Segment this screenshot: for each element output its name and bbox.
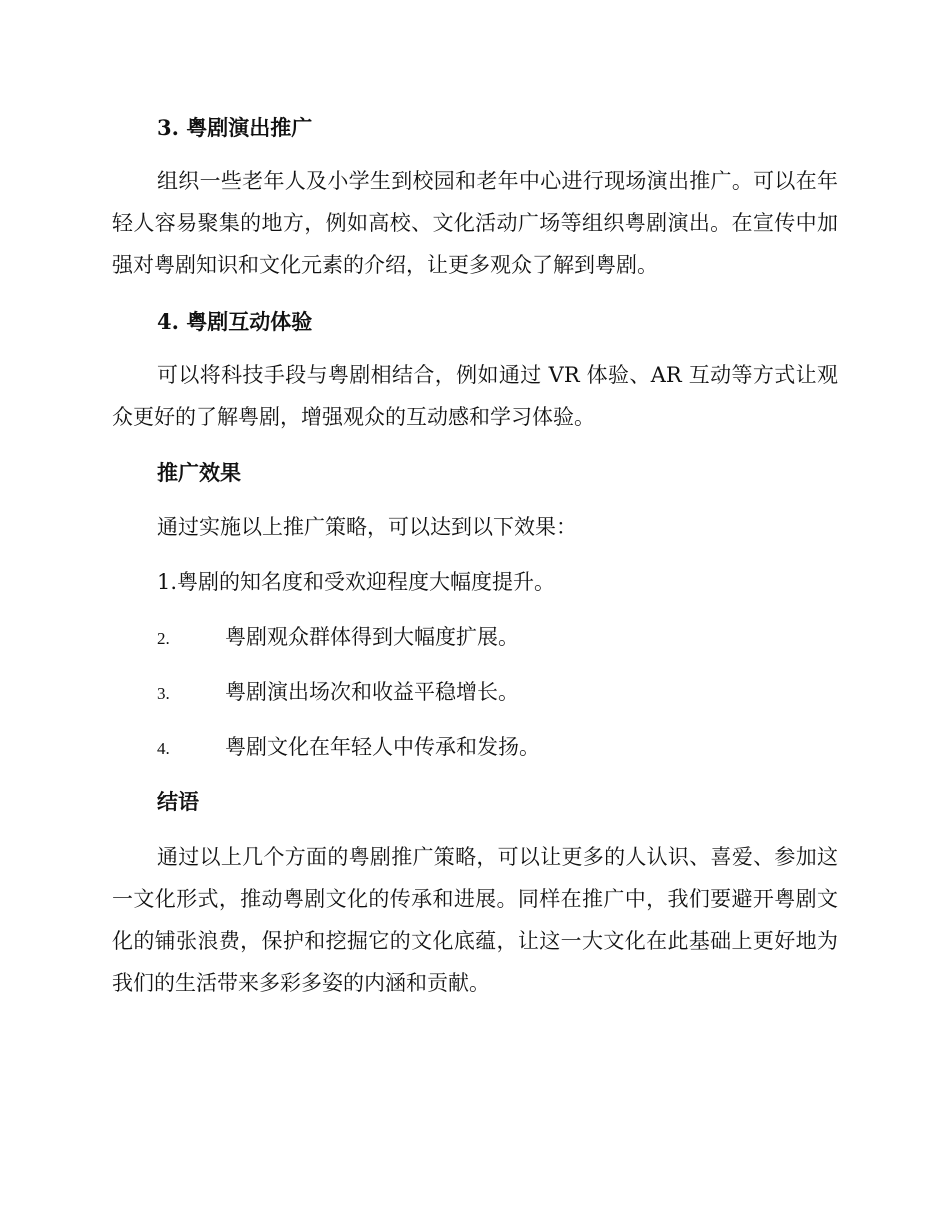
section-4-paragraph: 可以将科技手段与粤剧相结合，例如通过 VR 体验、AR 互动等方式让观众更好的了解粤剧，增强观众的互动感和学习体验。	[112, 363, 838, 429]
effects-intro: 通过实施以上推广策略，可以达到以下效果：	[157, 515, 577, 539]
list-number: 2.	[157, 629, 170, 648]
effects-list-item	[157, 678, 883, 708]
list-text: 粤剧演出场次和收益平稳增长。	[225, 680, 519, 704]
section-4-heading: 4. 粤剧互动体验	[157, 309, 313, 334]
effects-list-item: 1.粤剧的知名度和受欢迎程度大幅度提升。	[157, 570, 556, 594]
effects-list-item	[157, 623, 883, 653]
list-number: 3.	[157, 684, 170, 703]
conclusion-heading: 结语	[157, 789, 199, 814]
conclusion-paragraph: 通过以上几个方面的粤剧推广策略，可以让更多的人认识、喜爱、参加这一文化形式，推动粤剧文化的传承和进展。同样在推广中，我们要避开粤剧文化的铺张浪费，保护和挖掘它的文化底蕴，让这一大文化在此基础上更好地为我们的生活带来多彩多姿的内涵和贡献。	[112, 845, 838, 995]
effects-list-item	[157, 733, 883, 763]
section-3-paragraph: 组织一些老年人及小学生到校园和老年中心进行现场演出推广。可以在年轻人容易聚集的地方，例如高校、文化活动广场等组织粤剧演出。在宣传中加强对粤剧知识和文化元素的介绍，让更多观众了解到粤剧。	[112, 169, 838, 277]
list-text: 粤剧文化在年轻人中传承和发扬。	[225, 735, 540, 759]
list-text: 粤剧观众群体得到大幅度扩展。	[225, 625, 519, 649]
list-number: 4.	[157, 739, 170, 758]
effects-heading: 推广效果	[157, 460, 241, 485]
section-3-heading: 3. 粤剧演出推广	[157, 115, 313, 140]
